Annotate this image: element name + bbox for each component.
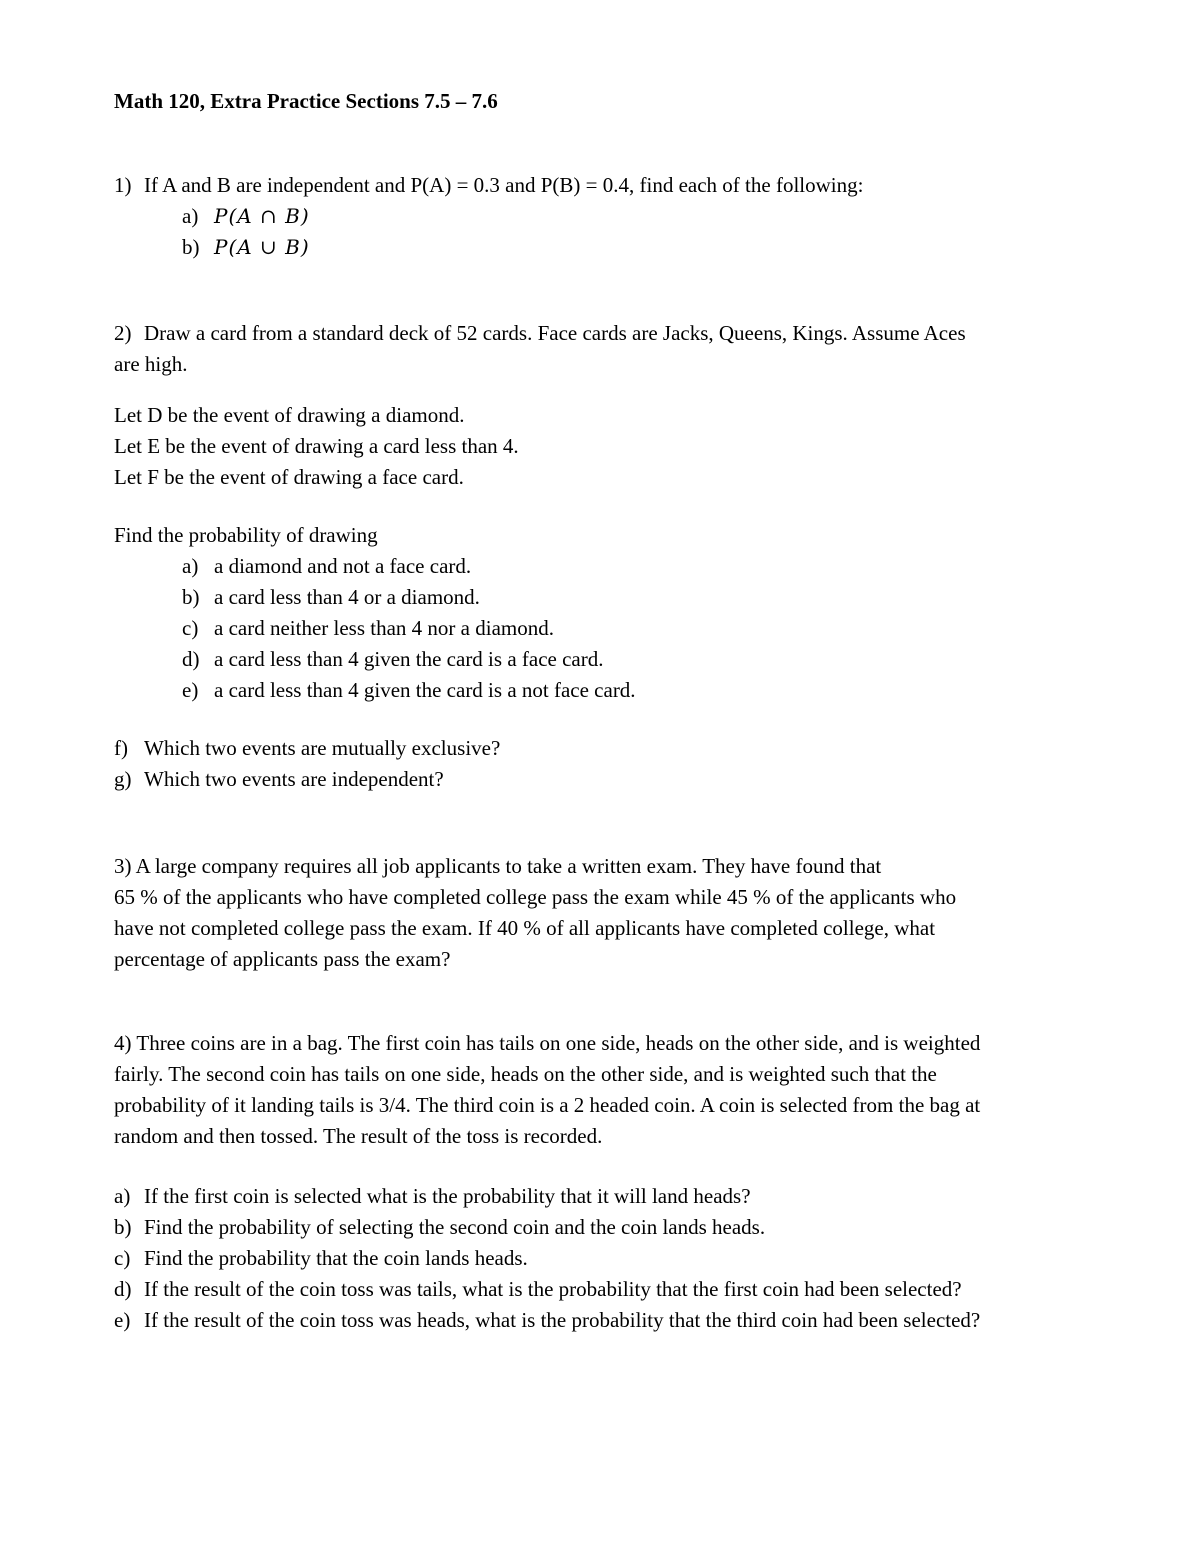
part-text: a card less than 4 or a diamond. [214, 585, 480, 609]
question-2-part-b [114, 582, 1104, 613]
part-label: b) [182, 585, 200, 609]
question-2-part-e [114, 675, 1104, 706]
part-label: e) [114, 1308, 131, 1332]
question-1-text [114, 170, 1104, 201]
event-e: Let E be the event of drawing a card less than 4. [114, 434, 519, 458]
question-4-line-2: fairly. The second coin has tails on one side, heads on the other side, and is weighted such that the [114, 1062, 937, 1086]
part-expression: P(A ∪ B) [214, 235, 310, 259]
part-text: a card neither less than 4 nor a diamond. [214, 616, 554, 640]
event-f: Let F be the event of drawing a face card. [114, 465, 464, 489]
question-4-parts [114, 1181, 1104, 1336]
page-title: Math 120, Extra Practice Sections 7.5 – 7.6 [114, 89, 498, 113]
question-2-text-line-1 [114, 318, 1104, 349]
question-2-part-d [114, 644, 1104, 675]
question-4-part-c [114, 1243, 1104, 1274]
question-4-line-3: probability of it landing tails is 3/4. The third coin is a 2 headed coin. A coin is selected from the bag at [114, 1093, 981, 1117]
question-4-part-a [114, 1181, 1104, 1212]
part-label: b) [114, 1215, 132, 1239]
question-2-extra [114, 733, 1104, 795]
question-2-parts [114, 520, 1104, 706]
question-2-text-line-2: are high. [114, 352, 188, 376]
question-2-body: Draw a card from a standard deck of 52 cards. Face cards are Jacks, Queens, Kings. Assume Aces [144, 321, 966, 345]
question-4-line-1: 4) Three coins are in a bag. The first coin has tails on one side, heads on the other side, and is weighted [114, 1031, 981, 1055]
part-text: Find the probability of selecting the second coin and the coin lands heads. [144, 1215, 766, 1239]
question-2 [114, 318, 1104, 380]
question-3 [114, 851, 1104, 975]
question-1-number: 1) [114, 173, 132, 197]
question-1-part-b [114, 232, 1104, 263]
question-4 [114, 1028, 1104, 1152]
question-4-part-e [114, 1305, 1104, 1336]
question-2-number: 2) [114, 321, 132, 345]
part-label: g) [114, 767, 132, 791]
part-label: d) [182, 647, 200, 671]
question-2-part-c [114, 613, 1104, 644]
part-label: f) [114, 736, 128, 760]
part-label: e) [182, 678, 199, 702]
part-text: If the result of the coin toss was heads, what is the probability that the third coin had been selected? [144, 1308, 981, 1332]
question-1-body: If A and B are independent and P(A) = 0.3 and P(B) = 0.4, find each of the following: [144, 173, 864, 197]
part-label: b) [182, 235, 200, 259]
part-label: a) [182, 554, 199, 578]
part-label: a) [182, 204, 199, 228]
question-4-part-d [114, 1274, 1104, 1305]
part-text: Find the probability that the coin lands heads. [144, 1246, 528, 1270]
question-2-part-g [114, 764, 1104, 795]
question-3-line-3: have not completed college pass the exam. If 40 % of all applicants have completed college, what [114, 916, 936, 940]
part-text: If the first coin is selected what is the probability that it will land heads? [144, 1184, 751, 1208]
part-text: a card less than 4 given the card is a face card. [214, 647, 604, 671]
part-label: a) [114, 1184, 131, 1208]
question-4-part-b [114, 1212, 1104, 1243]
question-1 [114, 170, 1104, 263]
question-2-part-a [114, 551, 1104, 582]
question-1-part-a [114, 201, 1104, 232]
part-text: If the result of the coin toss was tails, what is the probability that the first coin had been selected? [144, 1277, 962, 1301]
part-text: a card less than 4 given the card is a not face card. [214, 678, 636, 702]
question-2-prompt: Find the probability of drawing [114, 523, 378, 547]
part-text: Which two events are independent? [144, 767, 444, 791]
question-3-line-2: 65 % of the applicants who have completed college pass the exam while 45 % of the applicants who [114, 885, 957, 909]
part-text: a diamond and not a face card. [214, 554, 472, 578]
part-text: Which two events are mutually exclusive? [144, 736, 501, 760]
question-4-line-4: random and then tossed. The result of the toss is recorded. [114, 1124, 603, 1148]
part-label: d) [114, 1277, 132, 1301]
question-3-line-1: 3) A large company requires all job applicants to take a written exam. They have found that [114, 854, 882, 878]
part-label: c) [114, 1246, 131, 1270]
part-label: c) [182, 616, 199, 640]
part-expression: P(A ∩ B) [214, 204, 310, 228]
question-2-part-f [114, 733, 1104, 764]
question-2-events [114, 400, 1104, 493]
event-d: Let D be the event of drawing a diamond. [114, 403, 465, 427]
question-3-line-4: percentage of applicants pass the exam? [114, 947, 451, 971]
